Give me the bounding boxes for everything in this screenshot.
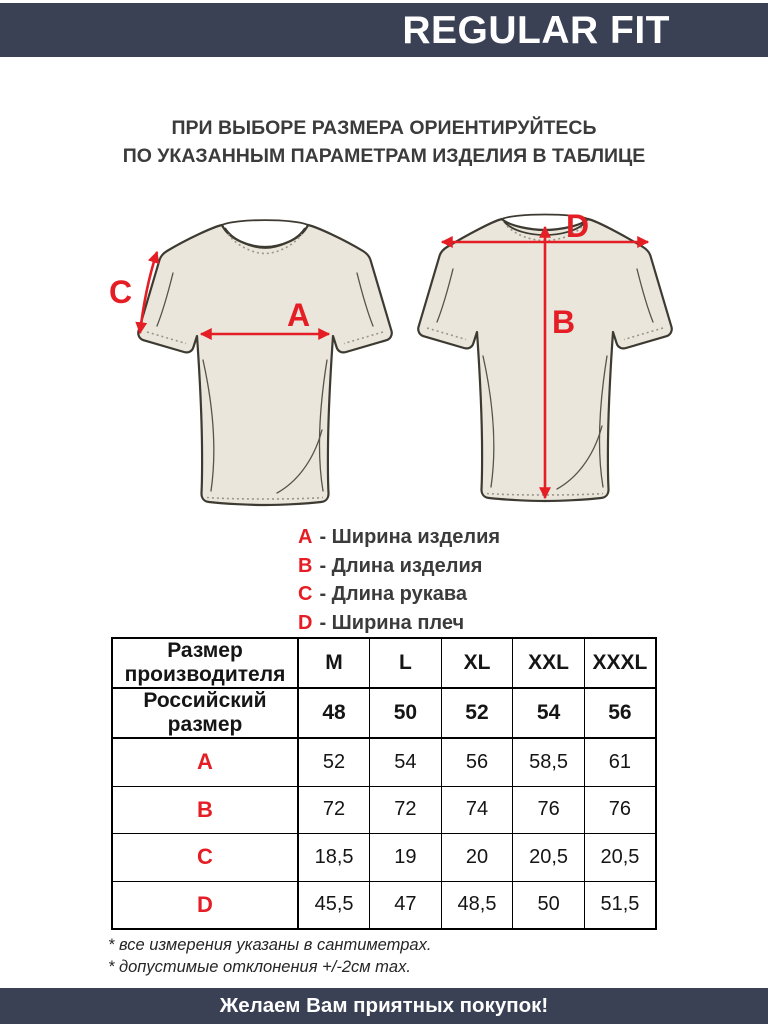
size-cell: 50 bbox=[370, 688, 442, 738]
header-banner bbox=[0, 3, 768, 57]
row-header: Российский размер bbox=[112, 688, 298, 738]
footnote-tolerance: * допустимые отклонения +/-2см max. bbox=[108, 958, 411, 976]
table-row-manufacturer-size bbox=[112, 638, 656, 688]
value-cell: 54 bbox=[370, 738, 442, 786]
size-cell: 52 bbox=[441, 688, 513, 738]
legend-letter-c: C bbox=[298, 583, 313, 605]
legend-item-a bbox=[298, 523, 500, 552]
value-cell: 45,5 bbox=[298, 881, 370, 929]
footnote-units: * все измерения указаны в сантиметрах. bbox=[108, 936, 432, 954]
measure-label-b: B bbox=[552, 304, 576, 340]
table-row-b bbox=[112, 786, 656, 834]
row-letter: A bbox=[112, 738, 298, 786]
measurement-legend bbox=[298, 523, 500, 637]
value-cell: 58,5 bbox=[513, 738, 585, 786]
legend-item-c bbox=[298, 580, 500, 609]
tshirt-front-outline bbox=[138, 225, 392, 505]
size-table bbox=[111, 637, 657, 930]
value-cell: 20,5 bbox=[584, 834, 656, 882]
value-cell: 48,5 bbox=[441, 881, 513, 929]
table-row-c bbox=[112, 834, 656, 882]
value-cell: 61 bbox=[584, 738, 656, 786]
table-row-russian-size bbox=[112, 688, 656, 738]
table-row-d bbox=[112, 881, 656, 929]
legend-letter-a: A bbox=[298, 526, 313, 548]
value-cell: 18,5 bbox=[298, 834, 370, 882]
legend-text-d: - Ширина плеч bbox=[319, 611, 465, 634]
value-cell: 51,5 bbox=[584, 881, 656, 929]
tshirt-front-diagram bbox=[95, 195, 395, 525]
value-cell: 76 bbox=[513, 786, 585, 834]
value-cell: 76 bbox=[584, 786, 656, 834]
measure-label-c: C bbox=[109, 274, 133, 310]
size-cell: L bbox=[370, 638, 442, 688]
footnotes bbox=[108, 934, 431, 978]
row-letter: C bbox=[112, 834, 298, 882]
legend-item-d bbox=[298, 609, 500, 638]
intro-line-1: ПРИ ВЫБОРЕ РАЗМЕРА ОРИЕНТИРУЙТЕСЬ bbox=[171, 117, 597, 139]
value-cell: 74 bbox=[441, 786, 513, 834]
size-cell: XXL bbox=[513, 638, 585, 688]
intro-heading bbox=[0, 114, 768, 170]
value-cell: 56 bbox=[441, 738, 513, 786]
tshirt-back-diagram bbox=[400, 193, 700, 523]
measure-label-d: D bbox=[566, 208, 590, 244]
value-cell: 72 bbox=[298, 786, 370, 834]
size-cell: 56 bbox=[584, 688, 656, 738]
legend-item-b bbox=[298, 552, 500, 581]
value-cell: 20 bbox=[441, 834, 513, 882]
collar-back-edge bbox=[222, 220, 308, 225]
footer-message: Желаем Вам приятных покупок! bbox=[219, 994, 549, 1017]
size-cell: XXXL bbox=[584, 638, 656, 688]
value-cell: 20,5 bbox=[513, 834, 585, 882]
tshirt-front-drawing bbox=[138, 220, 392, 505]
row-letter: B bbox=[112, 786, 298, 834]
row-letter: D bbox=[112, 881, 298, 929]
footer-banner bbox=[0, 988, 768, 1024]
value-cell: 50 bbox=[513, 881, 585, 929]
legend-letter-b: B bbox=[298, 554, 313, 577]
size-cell: M bbox=[298, 638, 370, 688]
size-cell: 54 bbox=[513, 688, 585, 738]
legend-letter-d: D bbox=[298, 611, 313, 634]
row-header: Размер производителя bbox=[112, 638, 298, 688]
size-cell: XL bbox=[441, 638, 513, 688]
value-cell: 52 bbox=[298, 738, 370, 786]
measure-label-a: A bbox=[287, 297, 311, 333]
legend-text-a: - Ширина изделия bbox=[319, 526, 501, 548]
legend-text-c: - Длина рукава bbox=[319, 583, 468, 605]
intro-line-2: ПО УКАЗАННЫМ ПАРАМЕТРАМ ИЗДЕЛИЯ В ТАБЛИЦЕ bbox=[122, 145, 646, 167]
table-row-a bbox=[112, 738, 656, 786]
page-title: REGULAR FIT bbox=[402, 8, 670, 52]
value-cell: 72 bbox=[370, 786, 442, 834]
legend-text-b: - Длина изделия bbox=[319, 554, 483, 577]
value-cell: 19 bbox=[370, 834, 442, 882]
size-cell: 48 bbox=[298, 688, 370, 738]
value-cell: 47 bbox=[370, 881, 442, 929]
